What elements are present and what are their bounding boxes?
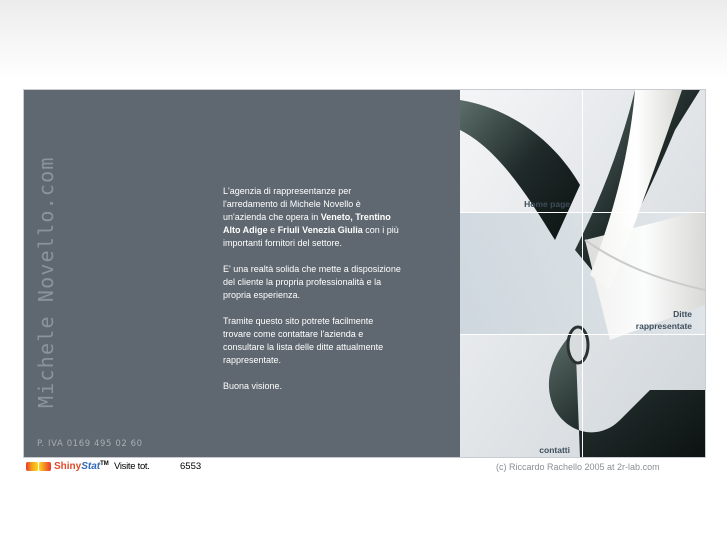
piva-text: P. IVA 0169 495 02 60 [37,439,143,449]
nav-contatti-link[interactable]: contatti [539,445,570,455]
intro-paragraph-4: Buona visione. [223,381,283,391]
copyright-text: (c) Riccardo Rachello 2005 at 2r-lab.com [496,462,660,472]
shinystat-icon-extension [39,462,51,471]
site-vertical-title: Michele Novello.com [34,156,58,408]
counter-brand-a: Shiny [54,461,82,472]
nav-ditte-line1: Ditte [673,309,692,319]
binder-photo-image [460,90,705,457]
counter-brand-b: Stat [81,461,101,472]
intro-paragraph-3: Tramite questo sito potrete facilmente trovare come contattare l'azienda e consultare la lista delle ditte attualmente rappresentate. [223,316,384,365]
counter-tm: TM [100,461,109,467]
nav-ditte-line2: rappresentate [635,321,692,331]
nav-ditte-link[interactable] [600,308,692,332]
intro-paragraph-1: L'agenzia di rappresentanze per l'arredamento di Michele Novello è un'azienda che opera in Veneto, Trentino Alto Adige e Friuli Venezia Giulia con i più importanti fornitori del settore. [223,186,399,248]
shinystat-counter-logo[interactable] [26,461,109,472]
visite-label: Visite tot. [114,461,150,472]
intro-text [223,185,401,406]
intro-paragraph-2: E' una realtà solida che mette a disposizione del cliente la propria professionalità e la propria esperienza. [223,264,401,300]
nav-home-link[interactable]: Home page [524,199,570,209]
visite-count: 6553 [180,461,202,472]
nav-photo-grid [460,90,705,457]
shinystat-icon [26,462,38,471]
